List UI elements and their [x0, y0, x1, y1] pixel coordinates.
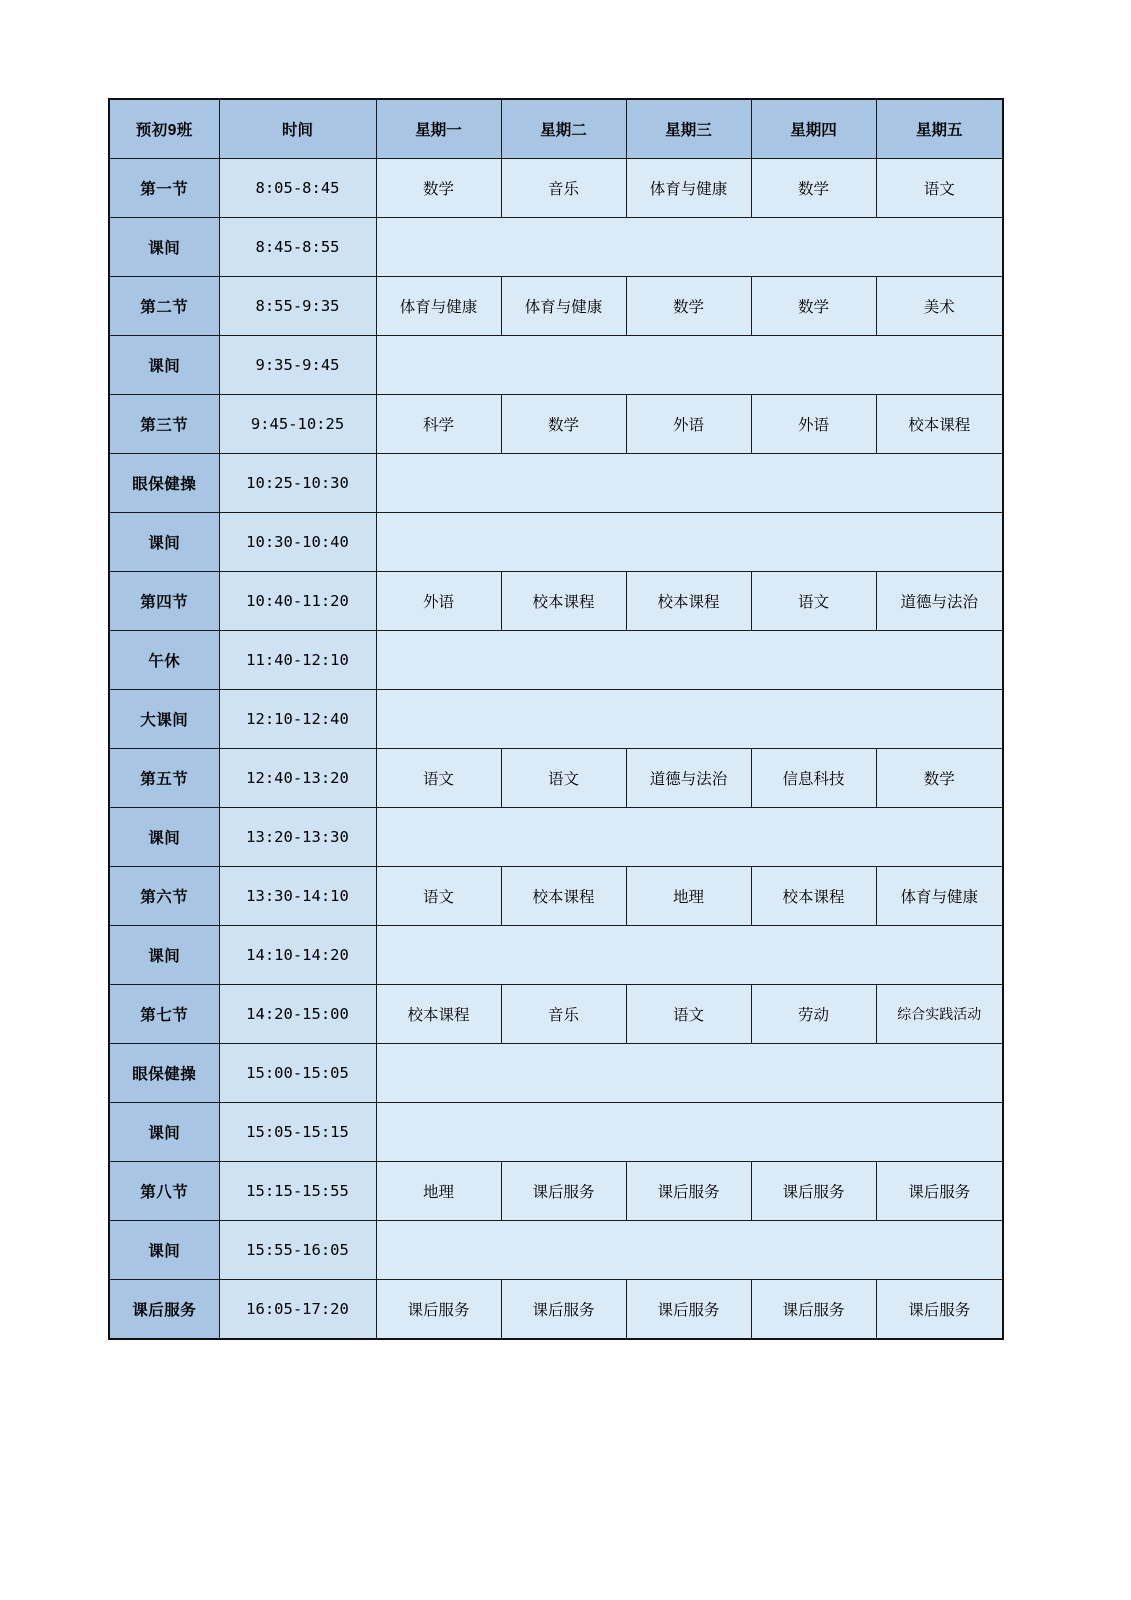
course-cell: 校本课程: [626, 572, 751, 631]
course-cell: 数学: [626, 277, 751, 336]
course-cell: 道德与法治: [626, 749, 751, 808]
period-time: 12:40-13:20: [219, 749, 376, 808]
course-cell: 地理: [376, 1162, 501, 1221]
course-cell: 音乐: [501, 159, 626, 218]
day-column-header: 星期四: [751, 99, 876, 159]
period-time: 12:10-12:40: [219, 690, 376, 749]
table-row: [109, 985, 1003, 1044]
period-time: 15:00-15:05: [219, 1044, 376, 1103]
period-label: 第三节: [109, 395, 219, 454]
empty-span-cell: [376, 336, 1003, 395]
table-row: [109, 1280, 1003, 1340]
course-cell: 课后服务: [501, 1280, 626, 1340]
course-cell: 数学: [751, 277, 876, 336]
course-cell: 劳动: [751, 985, 876, 1044]
period-label: 第六节: [109, 867, 219, 926]
course-cell: 课后服务: [876, 1280, 1003, 1340]
period-label: 课间: [109, 336, 219, 395]
course-cell: 信息科技: [751, 749, 876, 808]
course-cell: 体育与健康: [626, 159, 751, 218]
course-cell: 数学: [376, 159, 501, 218]
period-label: 课间: [109, 808, 219, 867]
day-column-header: 星期五: [876, 99, 1003, 159]
period-time: 15:55-16:05: [219, 1221, 376, 1280]
period-time: 10:30-10:40: [219, 513, 376, 572]
period-label: 课间: [109, 218, 219, 277]
course-cell: 校本课程: [376, 985, 501, 1044]
table-row: [109, 690, 1003, 749]
course-cell: 道德与法治: [876, 572, 1003, 631]
table-row: [109, 218, 1003, 277]
course-cell: 外语: [626, 395, 751, 454]
table-row: [109, 513, 1003, 572]
course-cell: 体育与健康: [501, 277, 626, 336]
empty-span-cell: [376, 218, 1003, 277]
period-label: 课间: [109, 1221, 219, 1280]
empty-span-cell: [376, 690, 1003, 749]
course-cell: 数学: [876, 749, 1003, 808]
period-label: 第七节: [109, 985, 219, 1044]
course-cell: 综合实践活动: [876, 985, 1003, 1044]
course-cell: 体育与健康: [876, 867, 1003, 926]
period-label: 第二节: [109, 277, 219, 336]
day-column-header: 星期三: [626, 99, 751, 159]
table-row: [109, 454, 1003, 513]
course-cell: 校本课程: [876, 395, 1003, 454]
period-time: 15:05-15:15: [219, 1103, 376, 1162]
table-row: [109, 1103, 1003, 1162]
period-time: 13:30-14:10: [219, 867, 376, 926]
course-cell: 美术: [876, 277, 1003, 336]
period-time: 10:40-11:20: [219, 572, 376, 631]
empty-span-cell: [376, 631, 1003, 690]
empty-span-cell: [376, 926, 1003, 985]
period-label: 课后服务: [109, 1280, 219, 1340]
course-cell: 课后服务: [501, 1162, 626, 1221]
table-row: [109, 749, 1003, 808]
schedule-table-wrapper: [108, 98, 1002, 1340]
course-cell: 课后服务: [626, 1162, 751, 1221]
period-time: 8:05-8:45: [219, 159, 376, 218]
period-time: 10:25-10:30: [219, 454, 376, 513]
table-row: [109, 277, 1003, 336]
period-time: 9:45-10:25: [219, 395, 376, 454]
table-row: [109, 926, 1003, 985]
table-row: [109, 395, 1003, 454]
period-time: 15:15-15:55: [219, 1162, 376, 1221]
period-time: 14:10-14:20: [219, 926, 376, 985]
course-cell: 语文: [376, 749, 501, 808]
period-time: 16:05-17:20: [219, 1280, 376, 1340]
empty-span-cell: [376, 454, 1003, 513]
period-label: 课间: [109, 513, 219, 572]
period-label: 眼保健操: [109, 1044, 219, 1103]
period-time: 8:55-9:35: [219, 277, 376, 336]
course-cell: 体育与健康: [376, 277, 501, 336]
table-row: [109, 572, 1003, 631]
course-cell: 科学: [376, 395, 501, 454]
course-cell: 外语: [751, 395, 876, 454]
day-column-header: 星期一: [376, 99, 501, 159]
period-time: 11:40-12:10: [219, 631, 376, 690]
period-label: 第五节: [109, 749, 219, 808]
day-column-header: 星期二: [501, 99, 626, 159]
course-cell: 数学: [751, 159, 876, 218]
period-label: 课间: [109, 1103, 219, 1162]
period-time: 13:20-13:30: [219, 808, 376, 867]
table-row: [109, 808, 1003, 867]
period-label: 第四节: [109, 572, 219, 631]
course-cell: 课后服务: [626, 1280, 751, 1340]
period-label: 大课间: [109, 690, 219, 749]
period-label: 课间: [109, 926, 219, 985]
empty-span-cell: [376, 1221, 1003, 1280]
period-label: 第八节: [109, 1162, 219, 1221]
course-cell: 语文: [876, 159, 1003, 218]
table-row: [109, 867, 1003, 926]
course-cell: 课后服务: [751, 1280, 876, 1340]
table-row: [109, 1162, 1003, 1221]
course-cell: 校本课程: [501, 572, 626, 631]
period-time: 8:45-8:55: [219, 218, 376, 277]
course-cell: 校本课程: [501, 867, 626, 926]
period-label: 第一节: [109, 159, 219, 218]
table-header-row: [109, 99, 1003, 159]
course-cell: 语文: [751, 572, 876, 631]
course-cell: 语文: [626, 985, 751, 1044]
course-cell: 地理: [626, 867, 751, 926]
table-row: [109, 1221, 1003, 1280]
course-cell: 数学: [501, 395, 626, 454]
course-cell: 语文: [376, 867, 501, 926]
course-cell: 外语: [376, 572, 501, 631]
course-cell: 课后服务: [751, 1162, 876, 1221]
period-time: 9:35-9:45: [219, 336, 376, 395]
period-time: 14:20-15:00: [219, 985, 376, 1044]
table-row: [109, 336, 1003, 395]
course-cell: 课后服务: [876, 1162, 1003, 1221]
period-label: 午休: [109, 631, 219, 690]
empty-span-cell: [376, 1044, 1003, 1103]
course-cell: 语文: [501, 749, 626, 808]
course-cell: 课后服务: [376, 1280, 501, 1340]
course-cell: 音乐: [501, 985, 626, 1044]
empty-span-cell: [376, 513, 1003, 572]
table-row: [109, 159, 1003, 218]
time-column-header: 时间: [219, 99, 376, 159]
period-label: 眼保健操: [109, 454, 219, 513]
class-schedule-table: [108, 98, 1004, 1340]
empty-span-cell: [376, 808, 1003, 867]
table-row: [109, 631, 1003, 690]
table-row: [109, 1044, 1003, 1103]
class-name-header: 预初9班: [109, 99, 219, 159]
course-cell: 校本课程: [751, 867, 876, 926]
empty-span-cell: [376, 1103, 1003, 1162]
